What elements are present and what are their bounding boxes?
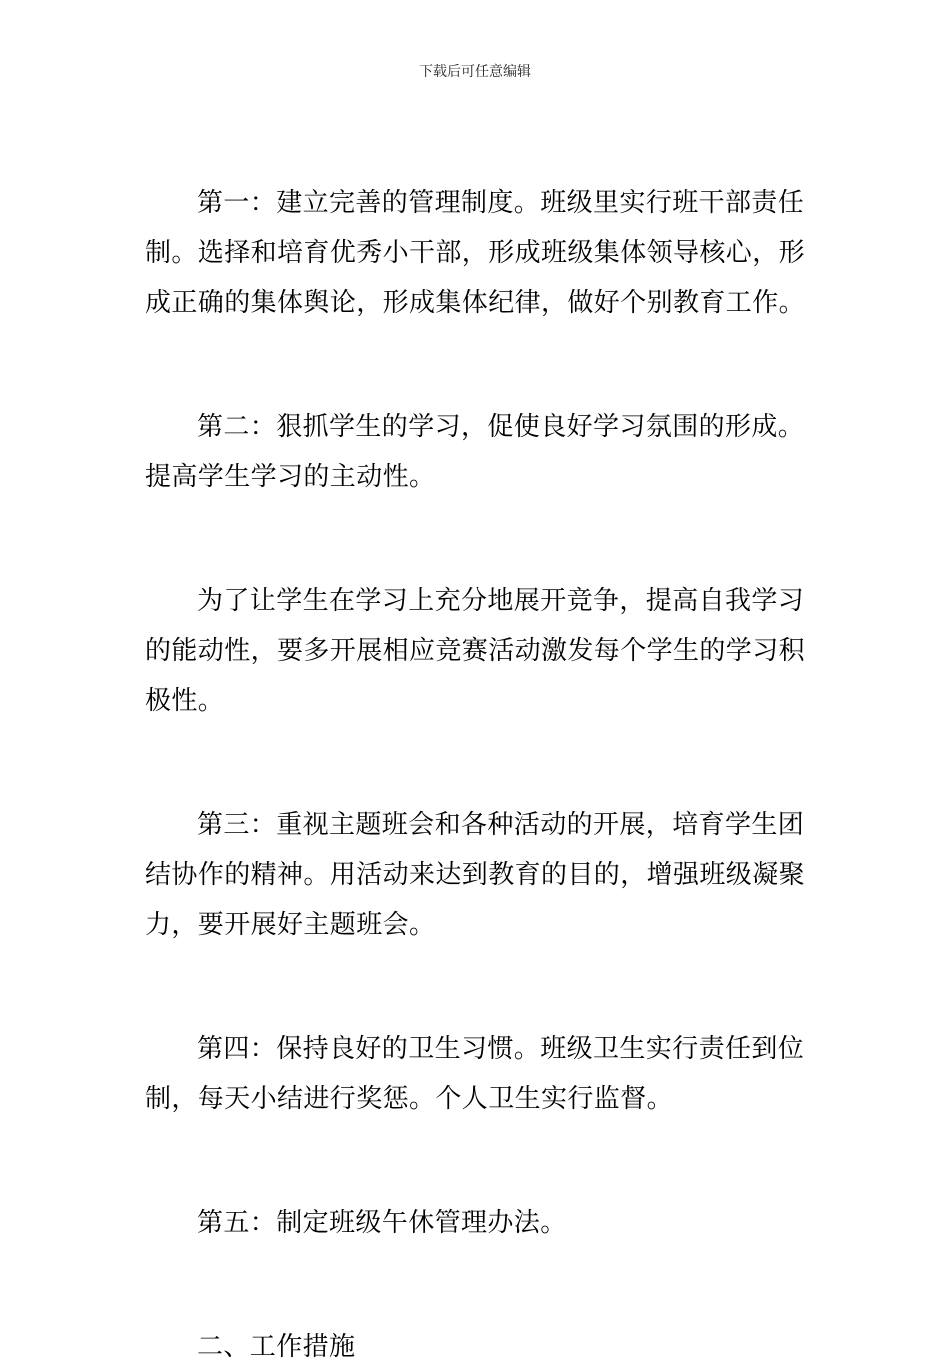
paragraph-2: 第二：狠抓学生的学习，促使良好学习氛围的形成。提高学生学习的主动性。 <box>145 412 805 492</box>
paragraph-5: 第四：保持良好的卫生习惯。班级卫生实行责任到位制，每天小结进行奖惩。个人卫生实行监督。 <box>145 1034 805 1114</box>
section-heading: 二、工作措施 <box>197 1332 356 1362</box>
paragraph-gap <box>145 1248 810 1322</box>
paragraph-1: 第一：建立完善的管理制度。班级里实行班干部责任制。选择和培育优秀小干部，形成班级集体领导核心，形成正确的集体舆论，形成集体纪律，做好个别教育工作。 <box>145 188 806 318</box>
paragraph-gap <box>145 1124 810 1198</box>
paragraph-3: 为了让学生在学习上充分地展开竞争，提高自我学习的能动性，要多开展相应竞赛活动激发每个学生的学习积极性。 <box>145 586 806 716</box>
paragraph-6: 第五：制定班级午休管理办法。 <box>197 1208 567 1238</box>
paragraph-gap <box>145 950 810 1024</box>
paragraph-gap <box>145 328 810 402</box>
paragraph-gap <box>145 502 810 576</box>
document-body <box>145 178 810 1372</box>
paragraph-gap <box>145 726 810 800</box>
paragraph-4: 第三：重视主题班会和各种活动的开展，培育学生团结协作的精神。用活动来达到教育的目的，增强班级凝聚力，要开展好主题班会。 <box>145 810 806 940</box>
page-header-note: 下载后可任意编辑 <box>419 64 531 80</box>
